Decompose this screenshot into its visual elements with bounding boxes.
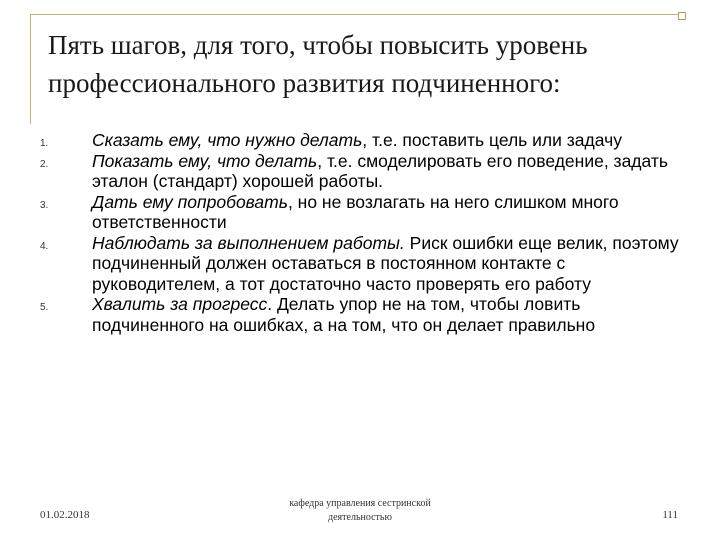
footer-date: 01.02.2018 xyxy=(40,509,90,521)
footer-page-number: 111 xyxy=(662,509,678,521)
step-item-1 xyxy=(40,130,680,151)
step-number: 3. xyxy=(40,199,49,211)
step-text: , но не возлагать на него слишком много ответственности xyxy=(92,191,619,232)
frame-left-line xyxy=(30,14,31,124)
step-text: , т.е. поставить цель или задачу xyxy=(362,130,622,150)
frame-top-line xyxy=(30,14,686,15)
step-italic-text: Показать ему, что делать xyxy=(92,150,318,171)
step-item-5 xyxy=(40,294,680,335)
step-item-3 xyxy=(40,192,680,233)
step-italic-text: Хвалить за прогресс xyxy=(92,294,268,314)
step-number: 5. xyxy=(40,302,49,313)
step-item-4 xyxy=(40,233,680,295)
step-text: Риск ошибки еще велик, поэтому подчиненный должен оставаться в постоянном контакте с руководителем, а тот достаточно часто проверять его работу xyxy=(92,232,679,294)
slide-title: Пять шагов, для того, чтобы повысить уровень профессионального развития подчиненного: xyxy=(48,30,588,98)
step-italic-text: Дать ему попробовать xyxy=(92,191,288,212)
corner-square-ornament xyxy=(678,12,686,20)
step-text: . Делать упор не на том, чтобы ловить подчиненного на ошибках, а на том, что он делает правильно xyxy=(92,294,596,335)
step-item-2 xyxy=(40,151,680,192)
step-italic-text: Наблюдать за выполнением работы. xyxy=(92,232,405,253)
steps-list xyxy=(40,130,680,335)
step-number: 1. xyxy=(40,138,49,149)
step-number: 2. xyxy=(40,158,49,170)
step-number: 4. xyxy=(40,240,49,252)
step-italic-text: Сказать ему, что нужно делать xyxy=(92,130,363,150)
step-text: , т.е. смоделировать его поведение, задать эталон (стандарт) хорошей работы. xyxy=(92,150,668,191)
footer-department: кафедра управления сестринской деятельностью xyxy=(289,498,431,523)
